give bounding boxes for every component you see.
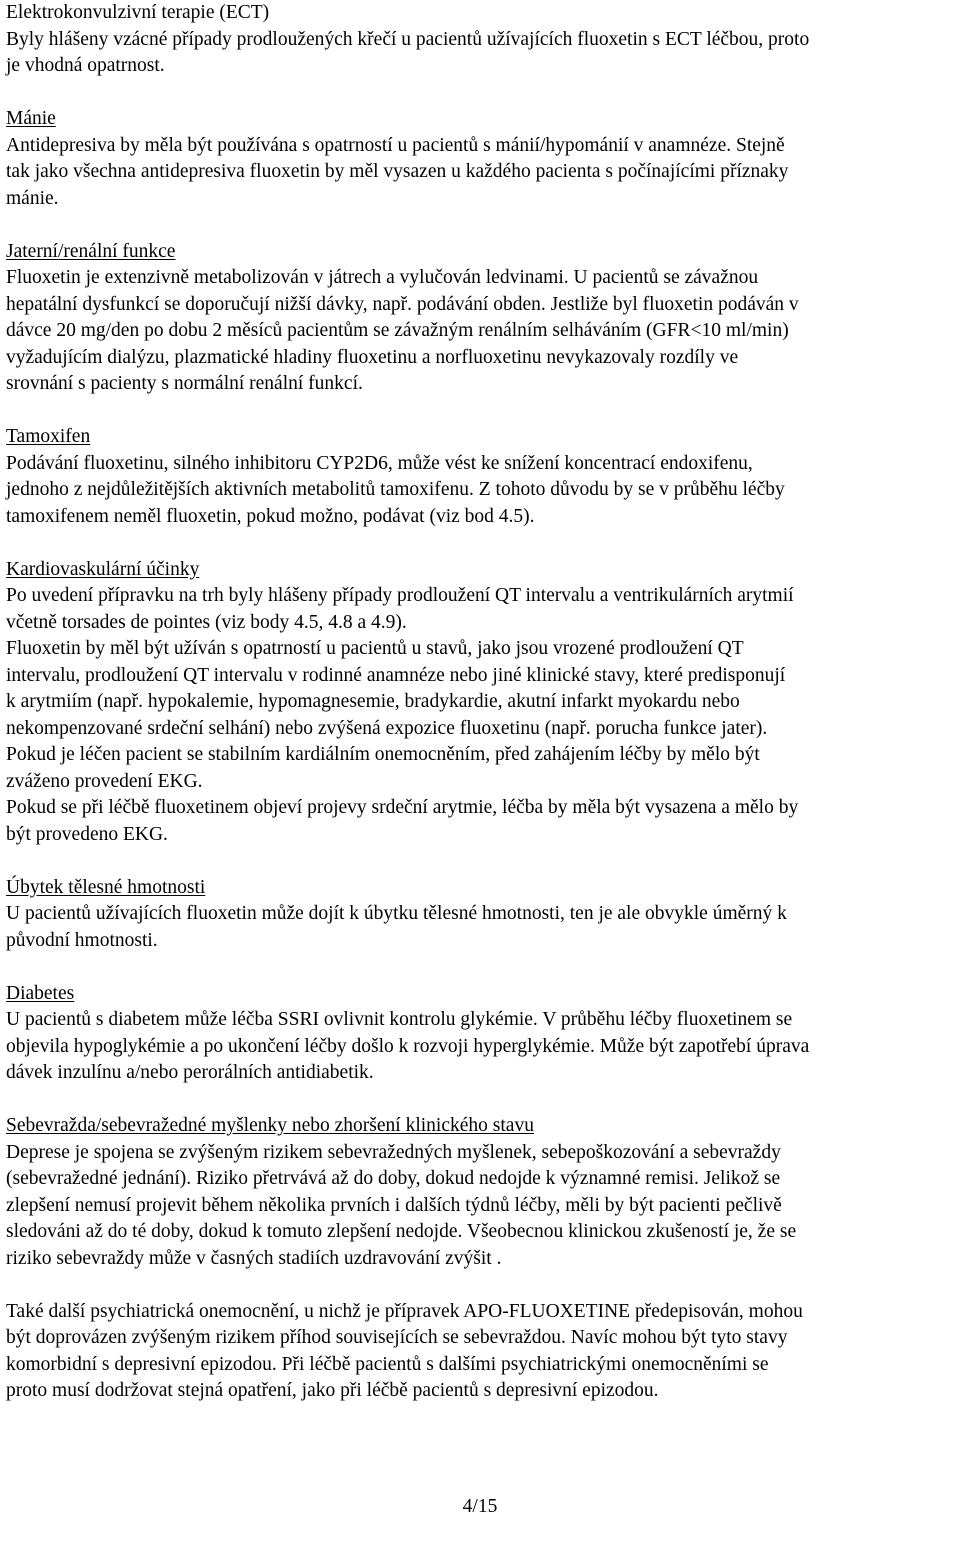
text-line: Deprese je spojena se zvýšeným rizikem sebevražedných myšlenek, sebepoškozování a sebevraždy	[6, 1141, 781, 1163]
text-line: Také další psychiatrická onemocnění, u nichž je přípravek APO-FLUOXETINE předepisován, mohou	[6, 1300, 803, 1322]
text-line: vyžadujícím dialýzu, plazmatické hladiny fluoxetinu a norfluoxetinu nevykazovaly rozdíly ve	[6, 346, 739, 368]
text-line: Po uvedení přípravku na trh byly hlášeny případy prodloužení QT intervalu a ventrikulárních arytmií	[6, 585, 794, 606]
text-line: být doprovázen zvýšeným rizikem příhod souvisejících se sebevraždou. Navíc mohou být tyto stavy	[6, 1327, 788, 1348]
section-heading: Diabetes	[6, 982, 75, 1004]
section-weight-loss	[6, 875, 956, 955]
text-line: k arytmiím (např. hypokalemie, hypomagnesemie, bradykardie, akutní infarkt myokardu nebo	[6, 691, 740, 712]
text-line: Pokud je léčen pacient se stabilním kardiálním onemocněním, před zahájením léčby by mělo být	[6, 744, 760, 765]
text-line: být provedeno EKG.	[6, 823, 168, 845]
text-line: intervalu, prodloužení QT intervalu v rodinné anamnéze nebo jiné klinické stavy, které predisponují	[6, 664, 786, 686]
text-line: původní hmotnosti.	[6, 929, 158, 951]
text-line: Podávání fluoxetinu, silného inhibitoru CYP2D6, může vést ke snížení koncentrací endoxifenu,	[6, 452, 753, 474]
text-line: tak jako všechna antidepresiva fluoxetin by měl vysazen u každého pacienta s počínajícími příznaky	[6, 161, 789, 182]
section-heading: Jaterní/renální funkce	[6, 240, 176, 262]
section-heading: Sebevražda/sebevražedné myšlenky nebo zhoršení klinického stavu	[6, 1115, 534, 1136]
text-line: zváženo provedení EKG.	[6, 770, 203, 792]
text-line: riziko sebevraždy může v časných stadiích uzdravování zvýšit .	[6, 1247, 502, 1269]
text-line: včetně torsades de pointes (viz body 4.5, 4.8 a 4.9).	[6, 611, 407, 633]
section-other-psychiatric	[6, 1299, 956, 1405]
text-line: dávek inzulínu a/nebo perorálních antidiabetik.	[6, 1062, 374, 1083]
text-line: hepatální dysfunkcí se doporučují nižší dávky, např. podávání obden. Jestliže byl fluoxetin podáván v	[6, 293, 799, 315]
section-heading: Kardiovaskulární účinky	[6, 558, 200, 580]
section-suicide	[6, 1113, 956, 1272]
text-line: tamoxifenem neměl fluoxetin, pokud možno, podávat (viz bod 4.5).	[6, 505, 535, 527]
section-mania	[6, 106, 956, 212]
document-page	[6, 0, 956, 1431]
text-line: objevila hypoglykémie a po ukončení léčby došlo k rozvoji hyperglykémie. Může být zapotřebí úprava	[6, 1035, 810, 1057]
text-line: Fluoxetin by měl být užíván s opatrností u pacientů u stavů, jako jsou vrozené prodloužení QT	[6, 638, 744, 659]
text-line: Pokud se při léčbě fluoxetinem objeví projevy srdeční arytmie, léčba by měla být vysazena a mělo by	[6, 797, 799, 818]
text-line: U pacientů s diabetem může léčba SSRI ovlivnit kontrolu glykémie. V průběhu léčby fluoxetinem se	[6, 1009, 793, 1030]
section-tamoxifen	[6, 424, 956, 530]
section-liver-renal	[6, 239, 956, 398]
text-line: zlepšení nemusí projevit během několika prvních i dalších týdnů léčby, měli by být pacienti pečlivě	[6, 1194, 782, 1216]
text-line: je vhodná opatrnost.	[6, 55, 165, 76]
section-diabetes	[6, 981, 956, 1087]
text-line: mánie.	[6, 187, 59, 209]
text-line: srovnání s pacienty s normální renální funkcí.	[6, 373, 363, 394]
text-line: Antidepresiva by měla být používána s opatrností u pacientů s mánií/hypománií v anamnéze. Stejně	[6, 134, 785, 156]
text-line: Fluoxetin je extenzivně metabolizován v játrech a vylučován ledvinami. U pacientů se závažnou	[6, 267, 759, 288]
text-line: jednoho z nejdůležitějších aktivních metabolitů tamoxifenu. Z tohoto důvodu by se v průběhu léčby	[6, 479, 785, 500]
page-number: 4/15	[462, 1496, 498, 1517]
section-heading: Elektrokonvulzivní terapie (ECT)	[6, 2, 270, 23]
section-heading: Mánie	[6, 108, 56, 129]
text-line: nekompenzované srdeční selhání) nebo zvýšená expozice fluoxetinu (např. porucha funkce jater).	[6, 717, 768, 739]
text-line: (sebevražedné jednání). Riziko přetrvává až do doby, dokud nedojde k významné remisi. Jelikož se	[6, 1168, 781, 1189]
section-cardiovascular	[6, 557, 956, 849]
section-heading: Úbytek tělesné hmotnosti	[6, 876, 206, 898]
text-line: komorbidní s depresivní epizodou. Při léčbě pacientů s dalšími psychiatrickými onemocněními se	[6, 1353, 769, 1375]
text-line: dávce 20 mg/den po dobu 2 měsíců pacientům se závažným renálním selháváním (GFR<10 ml/min)	[6, 320, 789, 341]
text-line: U pacientů užívajících fluoxetin může dojít k úbytku tělesné hmotnosti, ten je ale obvykle úměrný k	[6, 903, 787, 924]
text-line: sledováni až do té doby, dokud k tomuto zlepšení nedojde. Všeobecnou klinickou zkušeností je, že se	[6, 1221, 797, 1242]
section-ect	[6, 0, 956, 80]
text-line: proto musí dodržovat stejná opatření, jako při léčbě pacientů s depresivní epizodou.	[6, 1380, 659, 1401]
text-line: Byly hlášeny vzácné případy prodloužených křečí u pacientů užívajících fluoxetin s ECT léčbou, proto	[6, 28, 810, 50]
section-heading: Tamoxifen	[6, 426, 91, 447]
